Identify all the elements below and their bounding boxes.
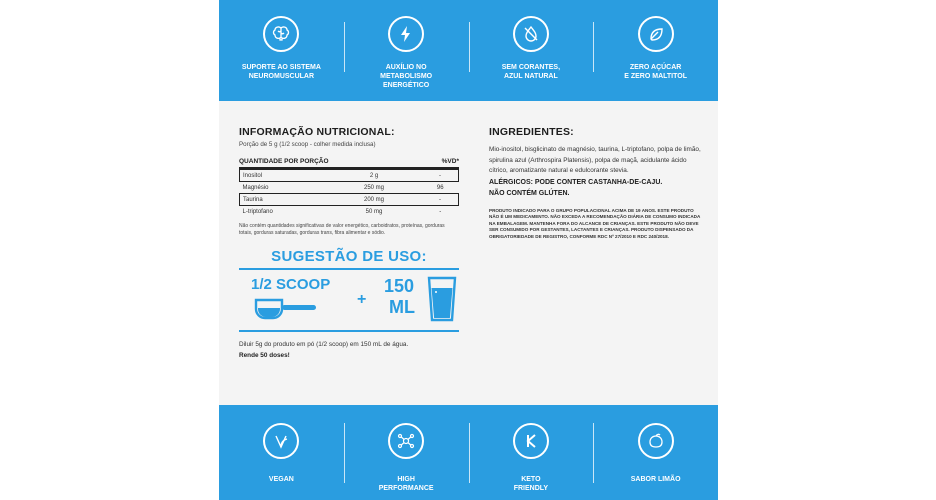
portion-text: Porção de 5 g (1/2 scoop - colher medida inclusa): [239, 141, 376, 148]
header-vd: %VD*: [441, 158, 459, 165]
feature-vegan: [219, 405, 344, 500]
table-row: [240, 182, 459, 194]
bottom-features-band: [219, 405, 718, 500]
feature-label: ZERO AÇÚCAR E ZERO MALTITOL: [624, 64, 687, 80]
feature-label: AUXÍLIO NO METABOLISMO ENERGÉTICO: [380, 64, 433, 89]
feature-no-colorants: [469, 0, 594, 101]
feature-label: HIGH PERFORMANCE: [378, 476, 434, 492]
nutrition-section: [239, 126, 459, 361]
nutrition-footnote: Não contém quantidades significativas de valor energético, carboidratos, proteínas, gorduras totais, gorduras saturadas, gorduras trans, fibra alimentar e sódio.: [239, 223, 445, 236]
nutrition-title: INFORMAÇÃO NUTRICIONAL:: [239, 126, 395, 138]
feature-label: VEGAN: [268, 476, 294, 483]
gluten-text: NÃO CONTÉM GLÚTEN.: [489, 190, 570, 197]
water-glass-icon: [427, 276, 457, 322]
lightning-bolt-icon: [388, 16, 424, 52]
no-dye-drop-icon: [513, 16, 549, 52]
table-row: [240, 194, 459, 206]
leaf-icon: [638, 16, 674, 52]
nutrient-name: Magnésio: [242, 184, 269, 191]
nutrient-vd: -: [439, 208, 442, 215]
molecule-icon: [388, 423, 424, 459]
nutrient-amount: 50 mg: [365, 208, 383, 215]
plus-sign: +: [357, 291, 367, 308]
nutrient-name: Taurina: [240, 194, 327, 206]
divider: [239, 330, 459, 332]
warning-text: PRODUTO INDICADO PARA O GRUPO POPULACIONAL ACIMA DE 19 ANOS. ESTE PRODUTO NÃO É UM MEDICAMENTO. NÃO EXCEDA A RECOMENDAÇÃO DIÁRIA DE CONSUMO INDICADA NA EMBALAGEM. MANTENHA FORA DO ALCANCE DE CRIANÇAS. ESTE PRODUTO NÃO DEVE SER CONSUMIDO POR GESTANTES, LACTANTES E CRIANÇAS. PRODUTO DISPENSADO DA OBRIGATORIEDADE DE REGISTRO, CONFORME RDC Nº 27/2010 E RDC 240/2018.: [489, 207, 701, 239]
top-features-band: [219, 0, 718, 101]
nutrient-vd: 96: [436, 184, 444, 191]
nutrient-name: Inositol: [240, 170, 327, 182]
suggestion-title: SUGESTÃO DE USO:: [271, 248, 427, 265]
volume-number: 150: [384, 276, 415, 296]
nutrient-amount: 2 g: [326, 170, 422, 182]
nutrient-amount: 250 mg: [363, 184, 384, 191]
allergens-text: ALÉRGICOS: PODE CONTER CASTANHA-DE-CAJU.: [489, 178, 663, 186]
header-quantity: QUANTIDADE POR PORÇÃO: [239, 158, 329, 165]
suggestion-graphic: [239, 270, 459, 330]
feature-keto: [469, 405, 594, 500]
lemon-icon: [638, 423, 674, 459]
yield-text: Rende 50 doses!: [239, 352, 290, 359]
table-row: [240, 206, 459, 218]
feature-label: KETO FRIENDLY: [513, 476, 549, 492]
nutrition-table-header: [239, 158, 459, 169]
keto-k-icon: [513, 423, 549, 459]
vegan-leaf-icon: [263, 423, 299, 459]
nutrient-amount: 200 mg: [326, 194, 422, 206]
feature-label: SUPORTE AO SISTEMA NEUROMUSCULAR: [241, 64, 321, 80]
feature-zero-sugar: [593, 0, 718, 101]
dilution-text: Diluir 5g do produto em pó (1/2 scoop) em 150 mL de água.: [239, 341, 409, 348]
nutrient-vd: -: [422, 194, 459, 206]
brain-icon: [263, 16, 299, 52]
scoop-icon: [253, 298, 321, 320]
usage-instructions: [239, 339, 459, 361]
nutrition-table: [239, 169, 459, 217]
feature-label: SABOR LIMÃO: [630, 476, 681, 483]
nutrient-name: L-triptofano: [242, 208, 273, 215]
volume-unit: ML: [389, 297, 415, 317]
feature-neuromuscular: [219, 0, 344, 101]
ingredients-section: [489, 126, 704, 240]
product-info-panel: [219, 101, 718, 405]
feature-high-performance: [344, 405, 469, 500]
scoop-amount: 1/2 SCOOP: [251, 276, 331, 293]
ingredients-title: INGREDIENTES:: [489, 126, 574, 138]
feature-lemon-flavor: [593, 405, 718, 500]
nutrient-vd: -: [422, 170, 459, 182]
table-row: [240, 170, 459, 182]
feature-label: SEM CORANTES, AZUL NATURAL: [501, 64, 561, 80]
feature-energy-metabolism: [344, 0, 469, 101]
ingredients-text: Mio-inositol, bisglicinato de magnésio, taurina, L-triptofano, polpa de limão, spirulina azul (Arthrospira Platensis), polpa de maçã, acidulante ácido cítrico, aromatizante natural e edulcorante stevia.: [489, 146, 701, 174]
